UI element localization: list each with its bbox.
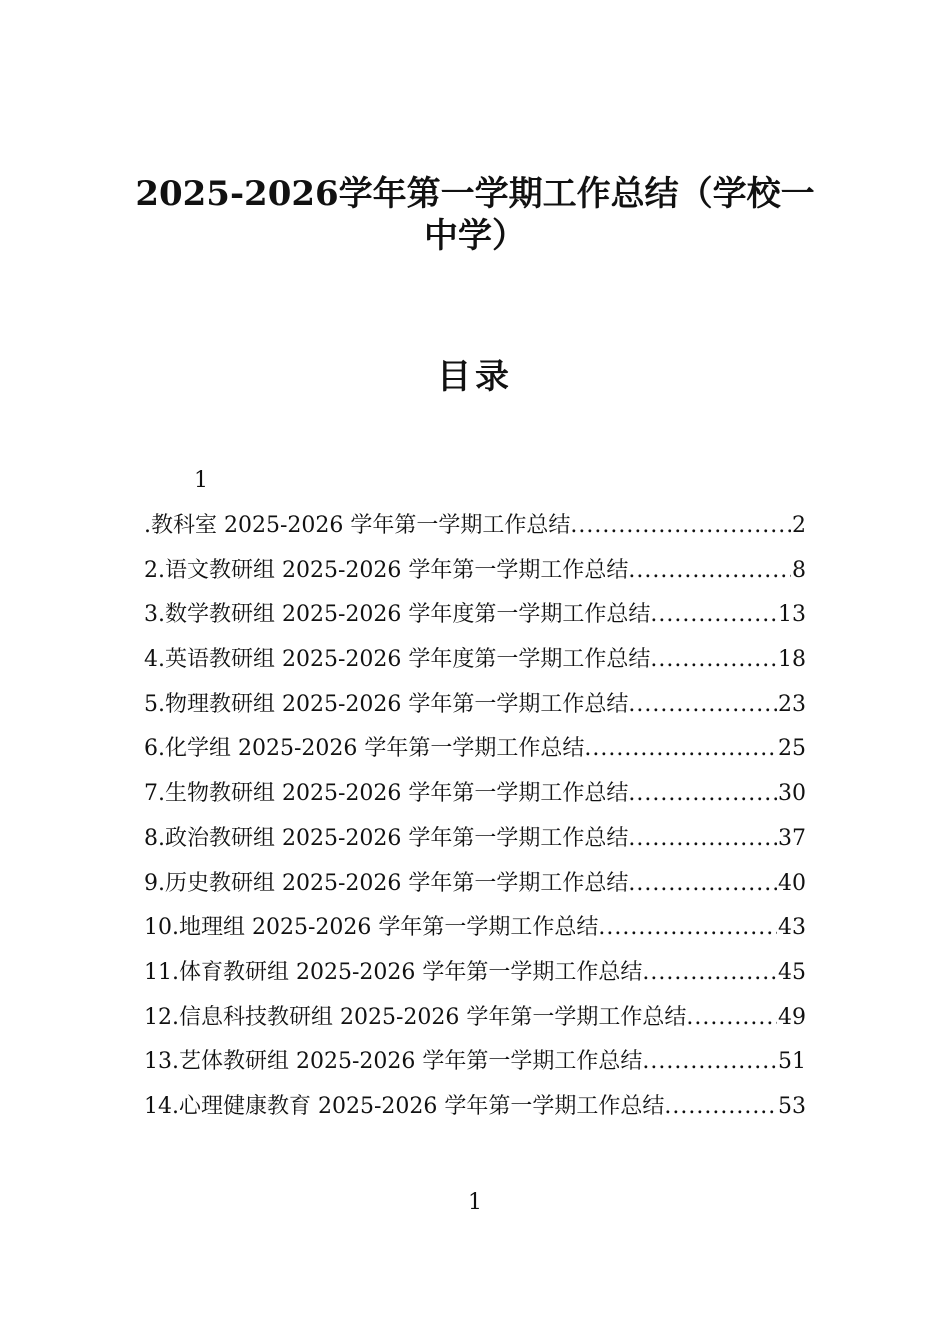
toc-entry-page: 13: [778, 602, 806, 628]
document-title-line-1: 2025-2026学年第一学期工作总结（学校一: [135, 174, 815, 214]
toc-entry[interactable]: [144, 776, 806, 821]
toc-entry-label: .教科室 2025-2026 学年第一学期工作总结: [144, 513, 571, 538]
toc-entry-label: 5.物理教研组 2025-2026 学年第一学期工作总结: [144, 691, 629, 717]
toc-entry-page: 30: [778, 781, 806, 807]
table-of-contents: [144, 508, 806, 1134]
toc-entry-label: 9.历史教研组 2025-2026 学年第一学期工作总结: [144, 870, 629, 896]
toc-entry[interactable]: [144, 821, 806, 866]
toc-dot-leader: [642, 1044, 777, 1080]
toc-entry-label: 3.数学教研组 2025-2026 学年度第一学期工作总结: [144, 602, 651, 628]
toc-entry[interactable]: [144, 910, 806, 955]
toc-entry-page: 49: [778, 1004, 806, 1030]
toc-entry-page: 53: [778, 1093, 806, 1119]
toc-entry-page: 45: [778, 959, 806, 985]
document-title-line-2: 中学）: [424, 216, 526, 256]
toc-dot-leader: [628, 687, 777, 723]
toc-heading: 目录: [437, 357, 513, 397]
toc-entry-label: 6.化学组 2025-2026 学年第一学期工作总结: [144, 736, 585, 762]
toc-entry-label: 10.地理组 2025-2026 学年第一学期工作总结: [144, 915, 599, 941]
toc-entry-page: 8: [792, 557, 806, 583]
toc-entry-page: 25: [778, 736, 806, 762]
toc-entry[interactable]: [144, 731, 806, 776]
toc-entry[interactable]: [144, 642, 806, 687]
toc-entry-page: 18: [778, 647, 806, 673]
toc-dot-leader: [650, 597, 777, 633]
toc-dot-leader: [686, 1000, 777, 1036]
toc-entry-page: 40: [778, 870, 806, 896]
toc-entry[interactable]: [144, 866, 806, 911]
toc-entry-label: 12.信息科技教研组 2025-2026 学年第一学期工作总结: [144, 1004, 687, 1030]
toc-entry-label: 11.体育教研组 2025-2026 学年第一学期工作总结: [144, 959, 643, 985]
toc-dot-leader: [598, 910, 777, 946]
toc-dot-leader: [628, 776, 777, 812]
toc-entry-page: 23: [778, 691, 806, 717]
toc-entry[interactable]: [144, 955, 806, 1000]
toc-entry-label: 14.心理健康教育 2025-2026 学年第一学期工作总结: [144, 1093, 665, 1119]
toc-entry[interactable]: [144, 508, 806, 553]
page-number: 1: [468, 1190, 482, 1215]
toc-dot-leader: [628, 821, 777, 857]
toc-lead-number: 1: [194, 468, 208, 493]
toc-entry-label: 8.政治教研组 2025-2026 学年第一学期工作总结: [144, 825, 629, 851]
toc-entry[interactable]: [144, 687, 806, 732]
toc-entry[interactable]: [144, 1000, 806, 1045]
toc-dot-leader: [650, 642, 777, 678]
toc-entry-page: 43: [778, 915, 806, 941]
toc-entry-label: 7.生物教研组 2025-2026 学年第一学期工作总结: [144, 781, 629, 807]
toc-dot-leader: [584, 731, 777, 767]
toc-entry-label: 13.艺体教研组 2025-2026 学年第一学期工作总结: [144, 1049, 643, 1075]
toc-entry[interactable]: [144, 553, 806, 598]
toc-dot-leader: [628, 866, 777, 902]
toc-dot-leader: [664, 1089, 777, 1125]
toc-entry[interactable]: [144, 1044, 806, 1089]
toc-dot-leader: [628, 553, 791, 589]
toc-entry-page: 37: [778, 825, 806, 851]
toc-entry[interactable]: [144, 1089, 806, 1134]
toc-entry-label: 4.英语教研组 2025-2026 学年度第一学期工作总结: [144, 647, 651, 673]
toc-entry-page: 2: [792, 513, 806, 538]
toc-dot-leader: [570, 508, 791, 544]
toc-entry-label: 2.语文教研组 2025-2026 学年第一学期工作总结: [144, 557, 629, 583]
toc-entry-page: 51: [778, 1049, 806, 1075]
toc-dot-leader: [642, 955, 777, 991]
toc-entry[interactable]: [144, 597, 806, 642]
